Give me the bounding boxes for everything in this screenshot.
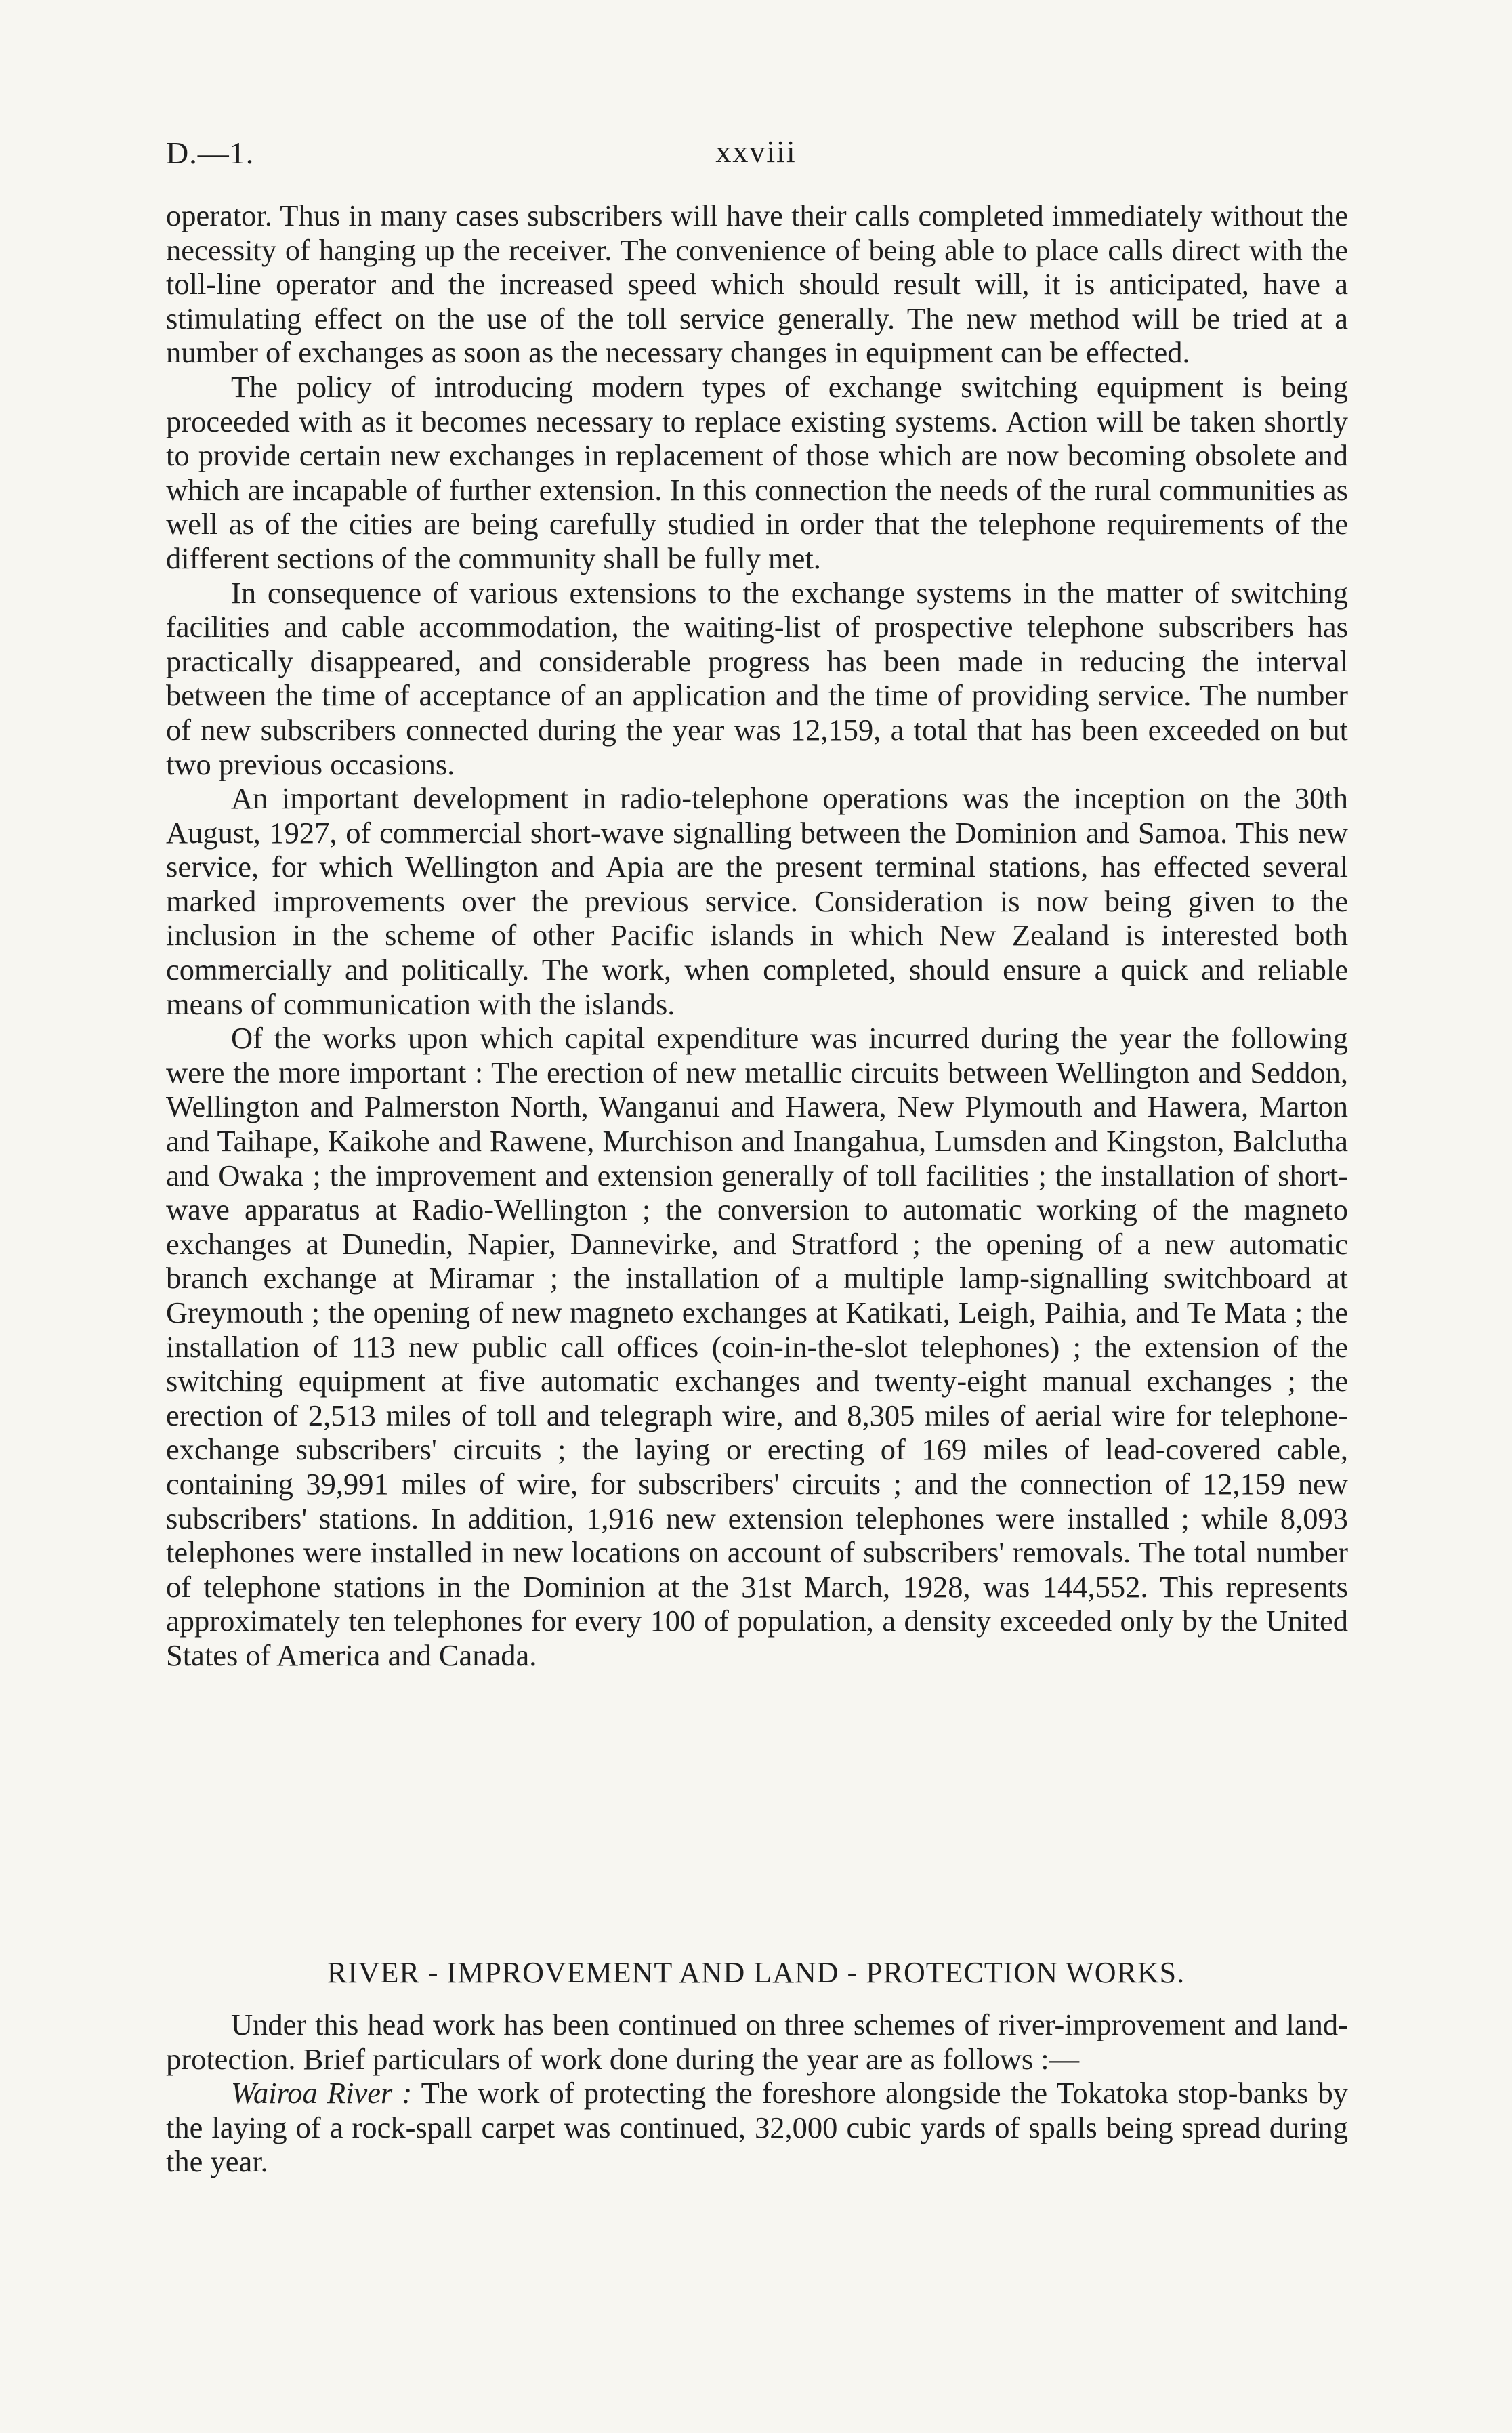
paragraph-switching-equipment: The policy of introducing modern types of exchange switching equipment is being proceeded with as it becomes necessary to replace existing systems. Action will be taken shortly to provide certain new exchanges in replacement of those which are now becoming obsolete and which are incapable of further extension. In this connection the needs of the rural communities as well as of the cities are being carefully studied in order that the telephone requirements of the different sections of the community shall be fully met. xyxy=(166,369,1348,575)
river-section-body xyxy=(166,2008,1348,2179)
wairoa-river-paragraph xyxy=(166,2076,1348,2179)
paragraph-waiting-list: In consequence of various extensions to the exchange systems in the matter of switching facilities and cable accommodation, the waiting-list of prospective telephone subscribers has practically disappeared, and considerable progress has been made in reducing the interval between the time of acceptance of an application and the time of providing service. The number of new subscribers connected during the year was 12,159, a total that has been exceeded on but two previous occasions. xyxy=(166,575,1348,781)
telephone-section-body xyxy=(166,199,1348,1673)
document-reference: D.—1. xyxy=(166,136,255,170)
page-number: xxviii xyxy=(715,134,797,169)
section-heading: RIVER - IMPROVEMENT AND LAND - PROTECTION WORKS. xyxy=(327,1956,1185,1989)
section-intro-paragraph: Under this head work has been continued on three schemes of river-improvement and land-protection. Brief particulars of work done during the year are as follows :— xyxy=(166,2008,1348,2076)
paragraph-radio-telephone: An important development in radio-telephone operations was the inception on the 30th August, 1927, of commercial short-wave signalling between the Dominion and Samoa. This new service, for which Wellington and Apia are the present terminal stations, has effected several marked improvements over the previous service. Consideration is now being given to the inclusion in the scheme of other Pacific islands in which New Zealand is interested both commercially and politically. The work, when completed, should ensure a quick and reliable means of communication with the islands. xyxy=(166,781,1348,1021)
wairoa-river-text: The work of protecting the foreshore alongside the Tokatoka stop-banks by the laying of a rock-spall carpet was continued, 32,000 cubic yards of spalls being spread during the year. xyxy=(166,2076,1349,2179)
paragraph-toll-operator: operator. Thus in many cases subscribers will have their calls completed immediately without the necessity of hanging up the receiver. The convenience of being able to place calls direct with the toll-line operator and the increased speed which should result will, it is anticipated, have a stimulating effect on the use of the toll service generally. The new method will be tried at a number of exchanges as soon as the necessary changes in equipment can be effected. xyxy=(166,199,1348,370)
paragraph-capital-works: Of the works upon which capital expenditure was incurred during the year the following were the more important : The erection of new metallic circuits between Wellington and Seddon, Wellington and Palmerston North, Wanganui and Hawera, New Plymouth and Hawera, Marton and Taihape, Kaikohe and Rawene, Murchison and Inangahua, Lumsden and Kingston, Balclutha and Owaka ; the improvement and extension generally of toll facilities ; the installation of short-wave apparatus at Radio-Wellington ; the conversion to automatic working of the magneto exchanges at Dunedin, Napier, Dannevirke, and Stratford ; the opening of a new automatic branch exchange at Miramar ; the installation of a multiple lamp-signalling switchboard at Greymouth ; the opening of new magneto exchanges at Katikati, Leigh, Paihia, and Te Mata ; the installation of 113 new public call offices (coin-in-the-slot telephones) ; the extension of the switching equipment at five automatic exchanges and twenty-eight manual exchanges ; the erection of 2,513 miles of toll and telegraph wire, and 8,305 miles of aerial wire for telephone-exchange subscribers' circuits ; the laying or erecting of 169 miles of lead-covered cable, containing 39,991 miles of wire, for subscribers' circuits ; and the connection of 12,159 new subscribers' stations. In addition, 1,916 new extension telephones were installed ; while 8,093 telephones were installed in new locations on account of subscribers' removals. The total number of telephone stations in the Dominion at the 31st March, 1928, was 144,552. This represents approximately ten telephones for every 100 of population, a density exceeded only by the United States of America and Canada. xyxy=(166,1021,1348,1672)
wairoa-river-label: Wairoa River : xyxy=(231,2076,413,2110)
